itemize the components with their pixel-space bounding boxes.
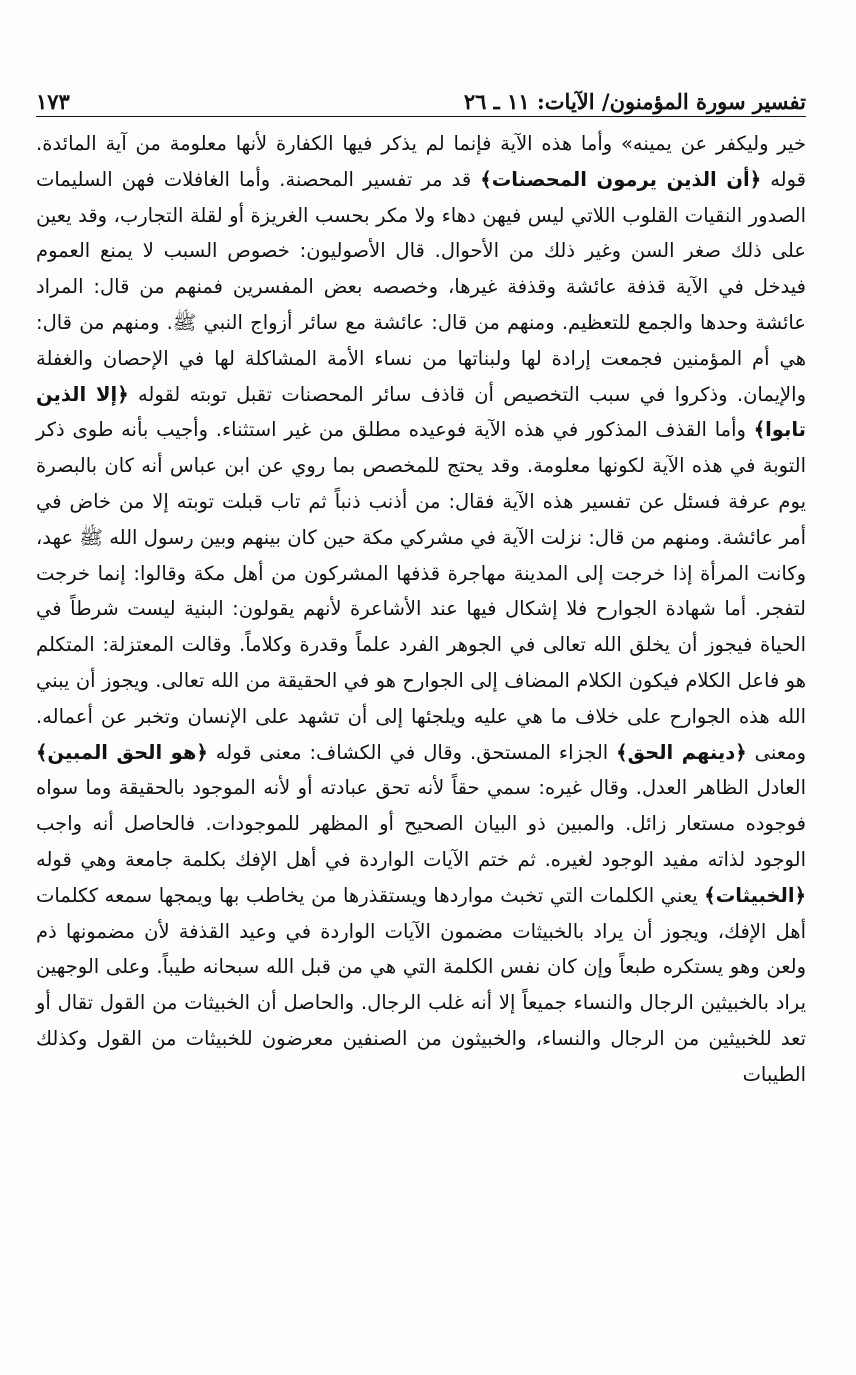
text-segment: وأما القذف المذكور في هذه الآية فوعيده مطلق من غير استثناء. وأجيب بأنه طوى ذكر التوبة في هذه الآية لكونها معلومة. وقد يحتج للمخصص بما روي عن ابن عباس أنه كان بالبصرة يوم عرفة فسئل عن تفسير هذه الآية فقال: من أذنب ذنباً ثم تاب قبلت توبته إلا من خاض في أمر عائشة. ومنهم من قال: نزلت الآية في مشركي مكة حين كان بينهم وبين رسول الله ﷺ عهد، وكانت المرأة إذا خرجت إلى المدينة مهاجرة قذفها المشركون من أهل مكة وقالوا: إنما خرجت لتفجر. أما شهادة الجوارح فلا إشكال فيها عند الأشاعرة لأنهم يقولون: البنية ليست شرطاً في الحياة فيجوز أن يخلق الله تعالى في الجوهر الفرد علماً وقدرة وكلاماً. وقالت المعتزلة: المتكلم هو فاعل الكلام فيكون الكلام المضاف إلى الجوارح هو في الحقيقة من الله تعالى. ويجوز أن يبني الله هذه الجوارح على خلاف ما هي عليه ويلجئها إلى أن تشهد على الإنسان وتخبر عن أعماله. ومعنى xyxy=(36,418,806,764)
page-number: ١٧٣ xyxy=(36,89,70,114)
running-header xyxy=(36,80,806,114)
quran-quote: ﴿أن الذين يرمون المحصنات﴾ xyxy=(480,167,762,191)
quran-quote: ﴿هو الحق المبين﴾ xyxy=(36,740,208,764)
text-segment: قد مر تفسير المحصنة. وأما الغافلات فهن السليمات الصدور النقيات القلوب اللاتي ليس فيهن دهاء ولا مكر بحسب الغريزة أو لقلة التجارب، وقد يعين على ذلك صغر السن وغير ذلك من الأحوال. قال الأصوليون: خصوص السبب لا يمنع العموم فيدخل في الآية قذفة عائشة وقذفة غيرها، وخصصه بعض المفسرين فمنهم من قال: المراد عائشة وحدها والجمع للتعظيم. ومنهم من قال: عائشة مع سائر أزواج النبي ﷺ. ومنهم من قال: هي أم المؤمنين فجمعت إرادة لها ولبناتها من نساء الأمة المشاكلة لها في الإحصان والغفلة والإيمان. وذكروا في سبب التخصيص أن قاذف سائر المحصنات تقبل توبته لقوله xyxy=(36,167,806,406)
quran-quote: ﴿دينهم الحق﴾ xyxy=(616,740,747,764)
quran-quote: ﴿إلا الذين تابوا﴾ xyxy=(36,382,806,442)
text-segment: يعني الكلمات التي تخبث مواردها ويستقذرها من يخاطب بها ويمجها سمعه ككلمات أهل الإفك، ويجوز أن يراد بالخبيثات مضمون الآيات الواردة في وعيد القذفة لأن مضمونها ذم ولعن وهو يستكره طبعاً وإن كان نفس الكلمة التي هي من قبل الله سبحانه طيباً. وعلى الوجهين يراد بالخبيثين الرجال والنساء جميعاً إلا أنه غلب الرجال. والحاصل أن الخبيثات من القول تقال أو تعد للخبيثين من الرجال والنساء، والخبيثون من الصنفين معرضون للخبيثات من القول وكذلك الطيبات xyxy=(36,883,806,1086)
running-title: تفسير سورة المؤمنون/ الآيات: ١١ ـ ٢٦ xyxy=(463,89,806,114)
header-rule xyxy=(36,116,806,117)
text-segment: خير وليكفر عن يمينه» وأما هذه الآية فإنما لم يذكر فيها الكفارة لأنها معلومة من آية المائدة. قوله xyxy=(36,132,806,191)
body-text xyxy=(36,126,806,1093)
quran-quote: ﴿الخبيثات﴾ xyxy=(704,883,806,907)
body-paragraph xyxy=(36,126,806,1093)
text-segment: الجزاء المستحق. وقال في الكشاف: معنى قوله xyxy=(207,740,617,764)
text-segment: العادل الظاهر العدل. وقال غيره: سمي حقاً لأنه تحق عبادته أو لأنه الموجود بالحقيقة وما سواه فوجوده مستعار زائل. والمبين ذو البيان الصحيح أو المظهر للموجودات. فالحاصل أنه واجب الوجود لذاته مفيد الوجود لغيره. ثم ختم الآيات الواردة في أهل الإفك بكلمة جامعة وهي قوله xyxy=(36,776,806,871)
